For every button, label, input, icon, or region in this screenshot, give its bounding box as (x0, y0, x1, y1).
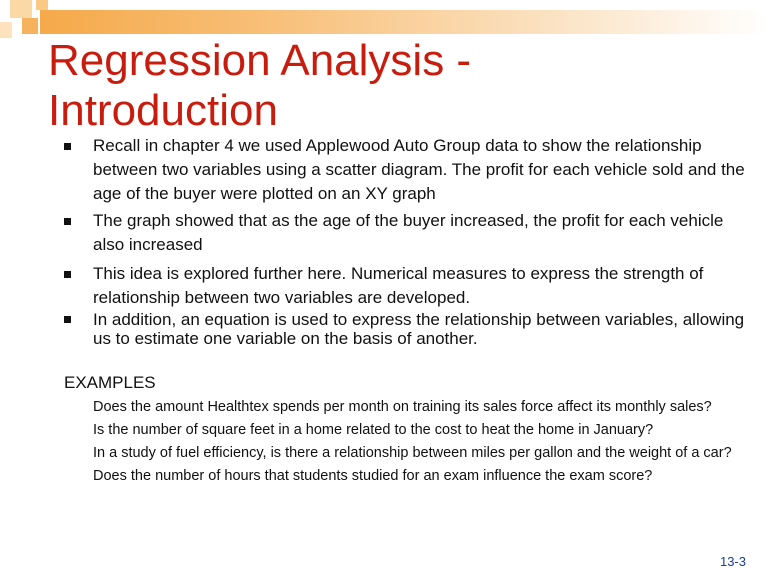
slide-title (48, 36, 748, 136)
square-bullet-icon (64, 271, 71, 278)
bullet-item (62, 134, 752, 206)
example-item: Does the number of hours that students studied for an exam influence the exam score? (93, 468, 653, 484)
bullet-item (62, 209, 752, 257)
corner-decoration-square (0, 22, 12, 38)
corner-decoration-square (36, 0, 48, 10)
bullet-item (62, 262, 752, 310)
bullet-item (62, 310, 752, 348)
square-bullet-icon (64, 218, 71, 225)
example-item: Does the amount Healthtex spends per month on training its sales force affect its monthly sales? (93, 399, 712, 415)
square-bullet-icon (64, 316, 71, 323)
example-item: Is the number of square feet in a home related to the cost to heat the home in January? (93, 422, 654, 438)
examples-list (93, 396, 733, 488)
corner-decoration-square (10, 0, 32, 18)
square-bullet-icon (64, 143, 71, 150)
slide-page-number: 13-3 (719, 554, 746, 569)
slide-title-line-1: Regression Analysis - (48, 36, 472, 85)
corner-decoration-square (22, 18, 38, 34)
examples-heading: EXAMPLES (64, 373, 156, 392)
bullet-text: In addition, an equation is used to express the relationship between variables, allowing us to estimate one variable on the basis of another. (93, 310, 745, 348)
header-gradient-band (40, 10, 768, 34)
slide-title-line-2: Introduction (48, 86, 278, 135)
example-item: In a study of fuel efficiency, is there a relationship between miles per gallon and the weight of a car? (93, 445, 732, 461)
bullet-text: The graph showed that as the age of the buyer increased, the profit for each vehicle also increased (93, 211, 724, 254)
bullet-text: This idea is explored further here. Numerical measures to express the strength of relationship between two variables are developed. (93, 264, 704, 307)
bullet-list (62, 134, 752, 348)
bullet-text: Recall in chapter 4 we used Applewood Auto Group data to show the relationship between two variables using a scatter diagram. The profit for each vehicle sold and the age of the buyer were plotted on an XY graph (93, 136, 745, 203)
